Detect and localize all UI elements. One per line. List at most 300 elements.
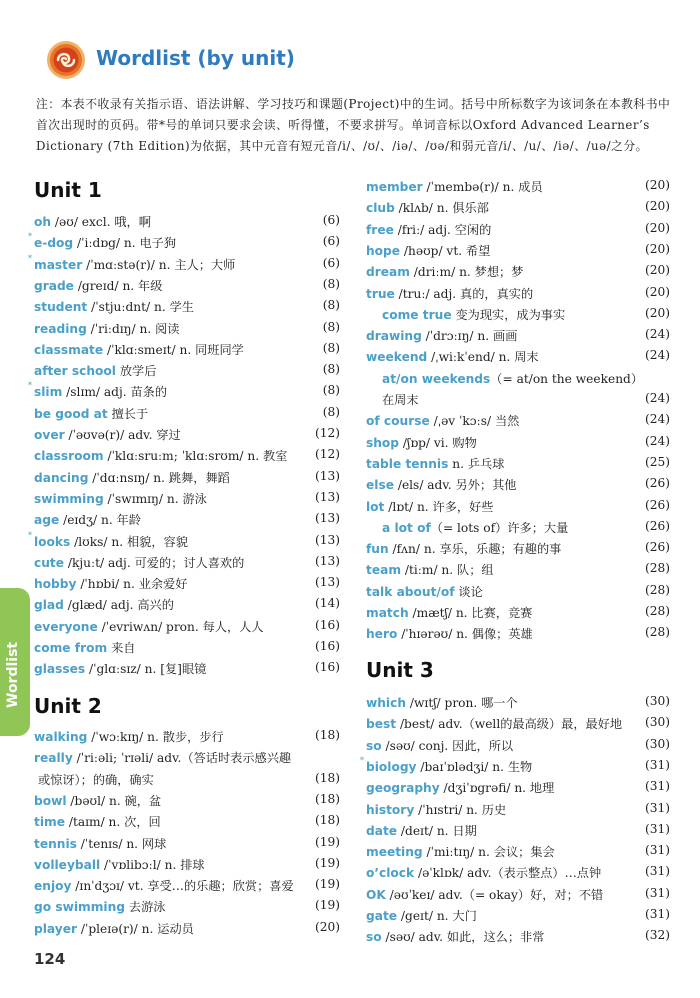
word-entry <box>28 381 340 404</box>
entry-definition: 或惊讶）；的确，确实 <box>38 772 154 787</box>
entry-word: after school <box>34 364 116 379</box>
entry-page: (26) <box>644 540 670 555</box>
entry-word: glad <box>34 598 64 613</box>
entry-word: classroom <box>34 449 104 464</box>
word-entry <box>366 221 670 242</box>
entry-word: o’clock <box>366 866 415 881</box>
word-entry <box>360 755 670 779</box>
entry-page: (31) <box>644 779 670 794</box>
entry-line <box>382 370 670 387</box>
entry-word: member <box>366 180 423 194</box>
entry-definition: /ˌəv ˈkɔːs/ 当然 <box>429 414 520 429</box>
entry-word: hobby <box>34 577 77 592</box>
entry-line <box>34 856 340 873</box>
entry-page: (13) <box>314 511 340 526</box>
word-entry <box>34 405 340 426</box>
entry-word: so <box>366 930 382 945</box>
entry-definition: （= at/on the weekend） <box>490 371 644 386</box>
entry-line <box>382 519 670 536</box>
entry-page: (32) <box>644 928 670 943</box>
entry-definition: 去游泳 <box>125 900 166 915</box>
word-entry <box>28 232 340 255</box>
entry-line <box>34 575 340 592</box>
entry-line <box>34 920 340 937</box>
entry-line <box>366 476 670 493</box>
entry-definition: /ɪnˈdʒɔɪ/ vt. 享受…的乐趣；欣赏；喜爱 <box>71 879 294 894</box>
word-entry <box>34 813 340 834</box>
entry-page: (31) <box>644 864 670 879</box>
entry-page: (30) <box>644 715 670 730</box>
entry-word: else <box>366 478 394 493</box>
entry-page: (12) <box>314 426 340 440</box>
entry-page: (24) <box>644 412 670 427</box>
unit-heading: Unit 1 <box>34 178 102 202</box>
entry-definition: /driːm/ n. 梦想；梦 <box>409 265 524 280</box>
entry-page: (13) <box>314 553 340 568</box>
entry-word: which <box>366 696 407 710</box>
entry-page: (6) <box>322 255 340 270</box>
entry-page: (24) <box>644 433 670 448</box>
entry-line <box>366 199 670 216</box>
word-entry <box>366 476 670 497</box>
entry-definition: /ˈstjuːdnt/ n. 学生 <box>87 300 194 315</box>
word-entry <box>34 213 340 234</box>
entry-page: (24) <box>644 327 670 342</box>
entry-definition: （= lots of）许多；大量 <box>430 520 569 535</box>
entry-continuation <box>382 391 670 408</box>
entry-word: time <box>34 815 65 830</box>
entry-word: over <box>34 428 65 442</box>
entry-definition: /klʌb/ n. 俱乐部 <box>394 201 489 216</box>
entry-definition: /səʊ/ conj. 因此，所以 <box>381 738 514 753</box>
word-entry <box>366 285 670 306</box>
entry-word: shop <box>366 435 400 450</box>
entry-line <box>366 221 670 238</box>
entry-word: student <box>34 300 88 315</box>
entry-word: dream <box>366 265 410 280</box>
entry-definition: /ˈmɑːstə(r)/ n. 主人；大师 <box>82 257 236 272</box>
entry-definition: /bəʊl/ n. 碗，盆 <box>66 793 162 808</box>
entry-word: tennis <box>34 836 77 851</box>
word-entry <box>34 298 340 319</box>
entry-line <box>34 877 340 894</box>
entry-definition: /baɪˈɒlədʒi/ n. 生物 <box>416 759 533 774</box>
word-entry <box>366 370 670 391</box>
entry-page: (18) <box>314 813 340 828</box>
word-entry <box>34 920 340 941</box>
entry-continuation <box>38 771 340 788</box>
entry-definition: 擅长于 <box>107 406 149 421</box>
entry-page: (26) <box>644 497 670 512</box>
entry-line <box>366 928 670 945</box>
entry-page: (6) <box>322 234 340 249</box>
entry-page: (31) <box>644 821 670 836</box>
word-entry <box>366 306 670 327</box>
entry-word: walking <box>34 730 88 744</box>
word-entry <box>34 660 340 681</box>
required-star-icon: * <box>360 755 364 765</box>
word-entry <box>366 737 670 758</box>
entry-page: (19) <box>314 834 340 849</box>
entry-page: (20) <box>644 263 670 278</box>
entry-word: go swimming <box>34 900 126 915</box>
word-entry <box>366 412 670 433</box>
entry-definition: /friː/ adj. 空闲的 <box>393 222 492 237</box>
entry-word: glasses <box>34 662 86 677</box>
entry-definition: /truː/ adj. 真的，真实的 <box>394 286 534 301</box>
entry-definition: 变为现实，成为事实 <box>451 307 566 322</box>
word-entry <box>366 348 670 369</box>
word-entry <box>28 253 340 277</box>
entry-page: (28) <box>644 625 670 640</box>
entry-page: (14) <box>314 596 340 611</box>
entry-line <box>34 728 340 745</box>
required-star-icon: * <box>28 381 32 391</box>
entry-definition: 谈论 <box>454 584 483 599</box>
entry-word: e-dog <box>34 236 74 251</box>
entry-line <box>34 511 340 528</box>
word-entry <box>34 469 340 490</box>
entry-line <box>366 412 670 429</box>
entry-definition: /ˈmiːtɪŋ/ n. 会议；集会 <box>422 845 555 860</box>
word-entry <box>366 327 670 348</box>
word-entry <box>34 447 340 468</box>
entry-definition: /deɪt/ n. 日期 <box>397 823 477 838</box>
entry-definition: /lɒt/ n. 许多，好些 <box>384 499 494 514</box>
entry-definition: /ˈhɪstri/ n. 历史 <box>414 802 507 817</box>
entry-page: (24) <box>644 391 670 405</box>
wordlist-logo-icon <box>46 40 86 80</box>
entry-word: swimming <box>34 491 104 506</box>
entry-definition: /ˈdrɔːɪŋ/ n. 画画 <box>421 329 518 344</box>
entry-page: (12) <box>314 447 340 462</box>
word-entry <box>34 728 340 749</box>
entry-page: (25) <box>644 454 670 469</box>
entry-word: so <box>366 738 382 753</box>
entry-line <box>366 455 670 472</box>
entry-line <box>366 498 670 515</box>
page-title: Wordlist (by unit) <box>96 46 295 70</box>
entry-definition: /ˈklɑːsruːm; ˈklɑːsrʊm/ n. 教室 <box>103 449 288 464</box>
entry-line <box>366 715 670 732</box>
entry-line <box>34 898 340 915</box>
word-entry <box>34 320 340 341</box>
entry-definition: /eɪdʒ/ n. 年龄 <box>59 513 141 528</box>
word-entry <box>366 779 670 800</box>
entry-definition: /ˈhɒbi/ n. 业余爱好 <box>76 577 188 592</box>
entry-definition: /els/ adv. 另外；其他 <box>393 478 517 493</box>
entry-page: (20) <box>314 919 340 934</box>
entry-line <box>34 469 340 486</box>
entry-page: (8) <box>322 276 340 291</box>
entry-definition: /dʒiˈɒgrəfi/ n. 地理 <box>439 781 555 796</box>
entry-definition: /mætʃ/ n. 比赛，竞赛 <box>408 606 533 620</box>
entry-page: (18) <box>314 791 340 806</box>
entry-definition: /ˈiːdɒg/ n. 电子狗 <box>73 236 177 251</box>
entry-page: (30) <box>644 736 670 751</box>
entry-line <box>34 596 340 613</box>
entry-line <box>366 886 670 903</box>
entry-word: best <box>366 717 397 732</box>
entry-page: (28) <box>644 604 670 618</box>
entry-page: (8) <box>322 362 340 377</box>
entry-page: (30) <box>644 694 670 708</box>
entry-line <box>34 298 340 315</box>
entry-line <box>366 178 670 195</box>
entry-word: fun <box>366 542 389 557</box>
entry-definition: /səʊ/ adv. 如此，这么；非常 <box>381 930 545 945</box>
word-entry <box>366 561 670 582</box>
entry-line <box>366 285 670 302</box>
entry-definition: /əʊˈkeɪ/ adv.（= okay）好，对；不错 <box>385 887 604 902</box>
word-entry <box>366 199 670 220</box>
word-entry <box>366 434 670 455</box>
entry-word: club <box>366 201 395 216</box>
entry-page: (8) <box>322 298 340 313</box>
wordlist-note: 注：本表不收录有关指示语、语法讲解、学习技巧和课题(Project)中的生词。括号中所标数字为该词条在本教科书中首次出现时的页码。带*号的单词只要求会读、听得懂，不要求拼写。单词音标以Oxford Advanced Learner’s Dictionary (7th Edition)为依据，其中元音有短元音/i/、/ʊ/、/iə/、/ʊə/和弱元音/i/、/u/、/iə/、/uə/之分。 <box>36 97 671 153</box>
entry-page: (18) <box>314 770 340 785</box>
entry-page: (13) <box>314 575 340 590</box>
entry-word: really <box>34 751 73 766</box>
word-entry <box>34 490 340 511</box>
entry-definition: /glæd/ adj. 高兴的 <box>63 598 174 613</box>
entry-page: (31) <box>644 843 670 858</box>
entry-word: a lot of <box>382 520 431 535</box>
entry-line <box>34 618 340 635</box>
word-entry <box>34 511 340 532</box>
entry-line <box>382 306 670 323</box>
word-entry <box>34 835 340 856</box>
entry-word: of course <box>366 414 430 429</box>
word-entry <box>34 898 340 919</box>
entry-line <box>366 779 670 796</box>
entry-line <box>366 327 670 344</box>
entry-line <box>34 426 340 443</box>
entry-line <box>366 540 670 557</box>
entry-definition: /lʊks/ n. 相貌，容貌 <box>70 534 188 549</box>
entry-line <box>366 694 670 711</box>
word-entry <box>34 426 340 447</box>
entry-word: meeting <box>366 845 423 860</box>
entry-definition: /greɪd/ n. 年级 <box>73 278 163 293</box>
word-entry <box>34 341 340 362</box>
entry-word: biology <box>366 759 417 774</box>
required-star-icon: * <box>28 232 32 242</box>
entry-word: true <box>366 286 395 301</box>
entry-word: date <box>366 823 398 838</box>
word-entry <box>34 792 340 813</box>
entry-line <box>34 639 340 656</box>
entry-page: (13) <box>314 468 340 483</box>
entry-word: oh <box>34 215 52 229</box>
word-entry <box>34 277 340 298</box>
entry-line <box>34 813 340 830</box>
entry-line <box>28 381 340 400</box>
entry-page: (8) <box>322 340 340 355</box>
entry-word: everyone <box>34 619 98 634</box>
entry-page: (6) <box>322 213 340 227</box>
word-entry <box>28 530 340 554</box>
entry-word: dancing <box>34 470 89 485</box>
entry-page: (8) <box>322 383 340 398</box>
required-star-icon: * <box>28 530 32 540</box>
entry-word: player <box>34 921 77 936</box>
word-entry <box>34 639 340 660</box>
entry-line <box>366 907 670 924</box>
entry-page: (19) <box>314 898 340 913</box>
word-entry <box>34 554 340 575</box>
entry-page: (18) <box>314 728 340 742</box>
word-entry <box>366 843 670 864</box>
entry-definition: /əʊ/ excl. 哦，啊 <box>51 215 151 229</box>
entry-line <box>34 213 340 230</box>
word-entry <box>366 540 670 561</box>
entry-page: (8) <box>322 319 340 334</box>
entry-definition: /ˈklɑːsmeɪt/ n. 同班同学 <box>103 342 244 357</box>
word-entry <box>366 498 670 519</box>
entry-line <box>366 864 670 881</box>
entry-definition: /fʌn/ n. 享乐，乐趣；有趣的事 <box>388 542 562 557</box>
entry-definition: /taɪm/ n. 次，回 <box>64 815 161 830</box>
entry-definition: /kjuːt/ adj. 可爱的；讨人喜欢的 <box>64 555 245 570</box>
entry-line <box>366 434 670 451</box>
side-tab-label: Wordlist <box>5 641 21 708</box>
word-entry <box>366 928 670 949</box>
entry-line <box>366 843 670 860</box>
entry-page: (16) <box>314 617 340 632</box>
entry-line <box>34 320 340 337</box>
entry-word: free <box>366 222 394 237</box>
entry-word: volleyball <box>34 857 101 872</box>
entry-page: (26) <box>644 476 670 491</box>
entry-page: (31) <box>644 885 670 900</box>
entry-line <box>366 242 670 259</box>
word-entry <box>34 596 340 617</box>
entry-definition: /geɪt/ n. 大门 <box>397 909 477 923</box>
entry-line <box>34 660 340 677</box>
word-entry <box>34 618 340 639</box>
entry-word: gate <box>366 909 398 923</box>
word-entry <box>366 263 670 284</box>
unit-heading: Unit 2 <box>34 694 102 718</box>
entry-definition: /həʊp/ vt. 希望 <box>400 243 491 258</box>
entry-page: (8) <box>322 404 340 419</box>
entry-definition: /slɪm/ adj. 苗条的 <box>62 385 168 400</box>
entry-word: hope <box>366 243 401 258</box>
entry-page: (16) <box>314 660 340 675</box>
entry-word: cute <box>34 555 64 570</box>
entry-line <box>34 405 340 422</box>
word-entry <box>34 856 340 877</box>
word-entry-continued <box>366 391 670 412</box>
entry-definition: /ˈhɪərəʊ/ n. 偶像；英雄 <box>397 627 533 642</box>
entry-page: (20) <box>644 284 670 299</box>
entry-word: slim <box>34 385 63 400</box>
entry-line <box>366 348 670 365</box>
entry-definition: /ˈevriwʌn/ pron. 每人，人人 <box>97 619 264 634</box>
page-number: 124 <box>34 950 66 968</box>
entry-word: master <box>34 257 83 272</box>
entry-page: (13) <box>314 489 340 504</box>
entry-page: (19) <box>314 855 340 870</box>
entry-line <box>34 749 340 766</box>
entry-line <box>34 362 340 379</box>
entry-word: team <box>366 563 402 578</box>
entry-line <box>360 755 670 775</box>
entry-word: grade <box>34 278 74 293</box>
entry-word: hero <box>366 627 398 642</box>
entry-definition: 放学后 <box>115 364 157 379</box>
entry-line <box>34 277 340 294</box>
entry-definition: 来自 <box>107 641 136 655</box>
entry-line <box>34 792 340 809</box>
word-entry-continued <box>34 771 340 792</box>
entry-page: (20) <box>644 199 670 214</box>
word-entry <box>366 907 670 928</box>
word-entry <box>366 715 670 736</box>
entry-word: drawing <box>366 329 422 344</box>
entry-line <box>28 232 340 251</box>
entry-page: (20) <box>644 241 670 256</box>
entry-line <box>34 554 340 571</box>
entry-word: come true <box>382 307 452 322</box>
entry-word: classmate <box>34 342 104 357</box>
entry-word: weekend <box>366 350 428 365</box>
entry-page: (24) <box>644 348 670 363</box>
entry-definition: /tiːm/ n. 队；组 <box>401 563 494 578</box>
entry-page: (16) <box>314 639 340 653</box>
entry-word: at/on weekends <box>382 371 491 386</box>
entry-definition: /ʃɒp/ vi. 购物 <box>399 435 477 450</box>
entry-word: geography <box>366 781 440 796</box>
entry-word: talk about/of <box>366 584 455 599</box>
entry-line <box>366 625 670 642</box>
entry-page: (28) <box>644 582 670 597</box>
entry-word: bowl <box>34 793 67 808</box>
word-entry <box>366 519 670 540</box>
entry-line <box>366 737 670 754</box>
entry-definition: /ˈriːdɪŋ/ n. 阅读 <box>86 321 180 336</box>
word-entry <box>366 625 670 646</box>
word-entry <box>34 877 340 898</box>
entry-definition: /ˈswɪmɪŋ/ n. 游泳 <box>103 491 207 506</box>
entry-word: OK <box>366 887 386 902</box>
entry-definition: /ˈpleɪə(r)/ n. 运动员 <box>76 921 194 936</box>
entry-word: looks <box>34 534 71 549</box>
entry-definition: /ˈəʊvə(r)/ adv. 穿过 <box>64 428 181 442</box>
entry-definition: /ˌwiːkˈend/ n. 周末 <box>427 350 539 365</box>
required-star-icon: * <box>28 253 32 263</box>
entry-word: enjoy <box>34 879 72 894</box>
entry-definition: /best/ adv.（well的最高级）最，最好地 <box>396 717 623 732</box>
word-entry <box>366 604 670 625</box>
entry-definition: /wɪtʃ/ pron. 哪一个 <box>406 696 518 710</box>
entry-definition: /ˈglɑːsɪz/ n. [复]眼镜 <box>85 662 207 677</box>
word-entry <box>366 583 670 604</box>
entry-line <box>34 835 340 852</box>
entry-word: history <box>366 802 415 817</box>
entry-word: age <box>34 513 60 528</box>
entry-line <box>34 490 340 507</box>
entry-definition: /ˈwɔːkɪŋ/ n. 散步，步行 <box>87 730 224 744</box>
word-entry <box>366 864 670 885</box>
entry-line <box>34 341 340 358</box>
entry-word: reading <box>34 321 87 336</box>
entry-line <box>366 583 670 600</box>
entry-definition: /əˈklɒk/ adv.（表示整点）…点钟 <box>414 866 602 881</box>
entry-word: table tennis <box>366 456 449 471</box>
entry-page: (20) <box>644 178 670 192</box>
